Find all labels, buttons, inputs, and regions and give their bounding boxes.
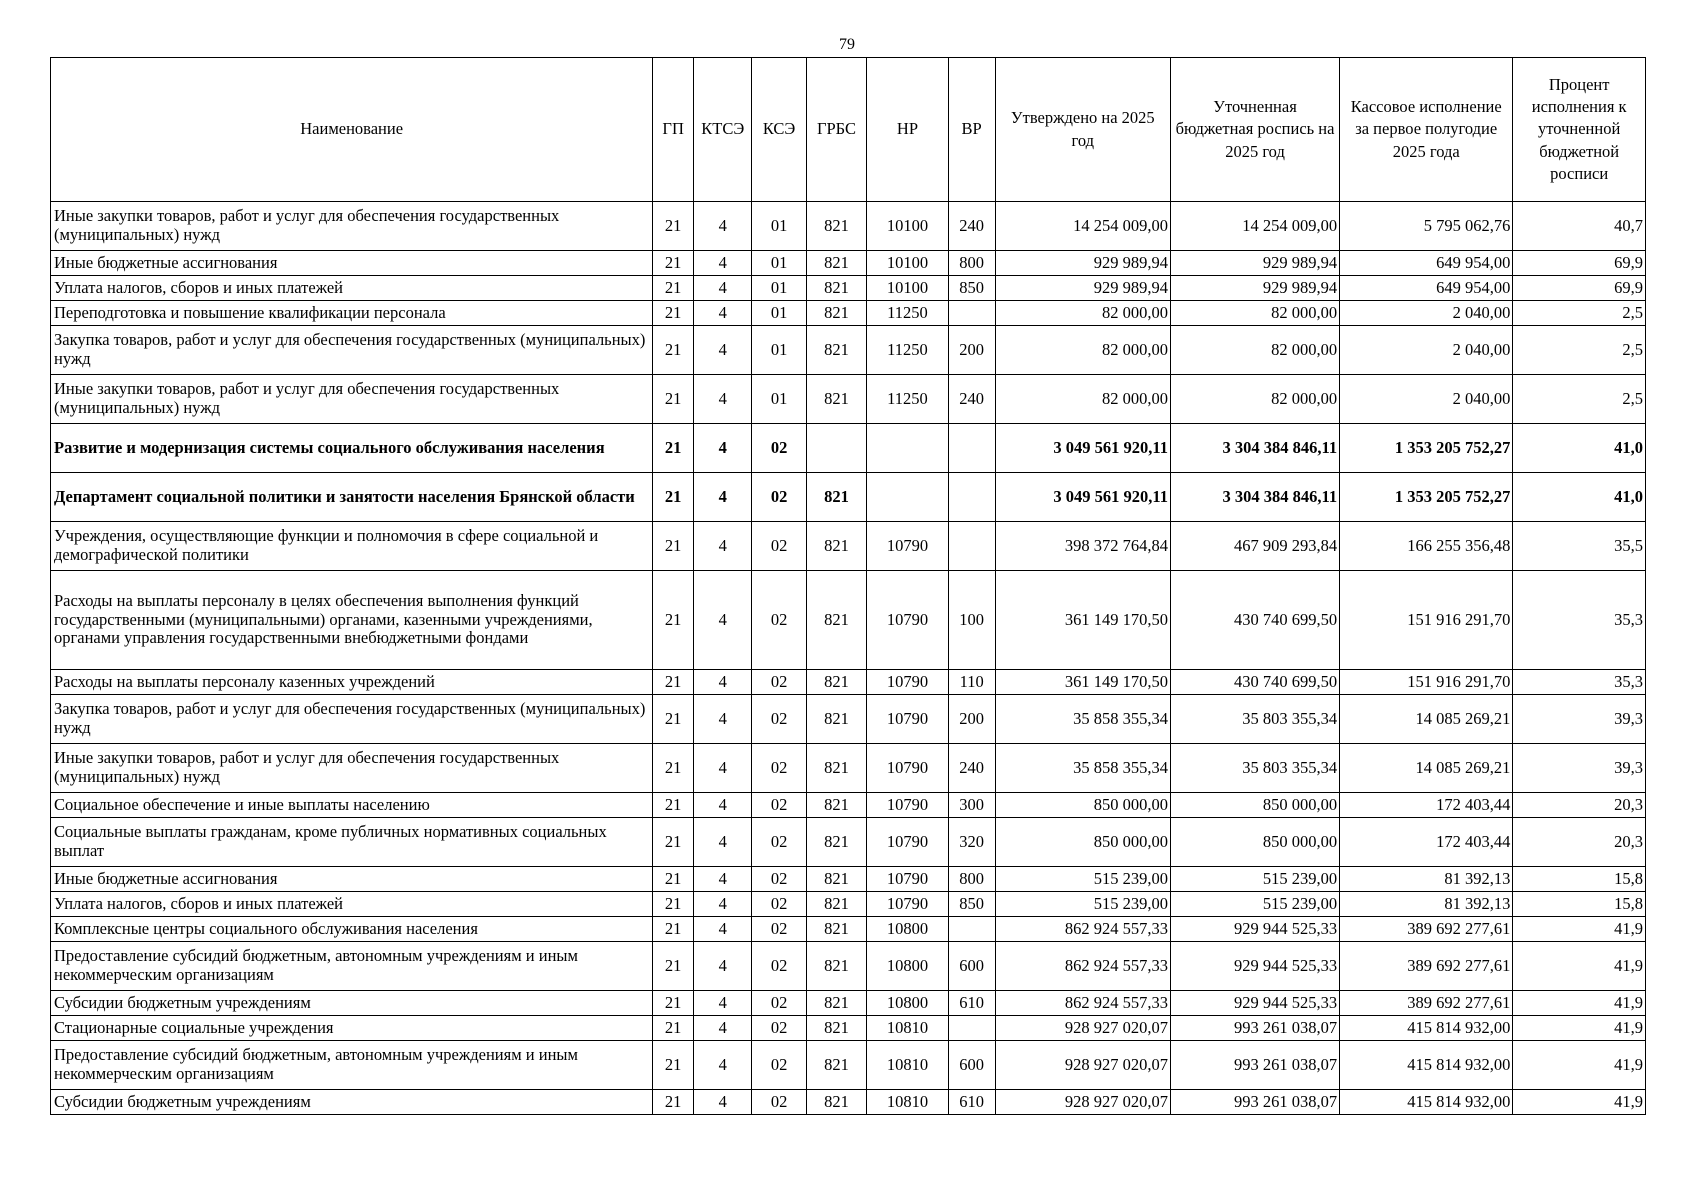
cell-ktse: 4	[694, 695, 752, 744]
cell-percent: 35,3	[1513, 571, 1646, 670]
cell-approved: 515 239,00	[995, 867, 1170, 892]
cell-refined: 82 000,00	[1170, 301, 1339, 326]
cell-ktse: 4	[694, 1090, 752, 1115]
cell-vr: 110	[948, 670, 995, 695]
cell-cash: 415 814 932,00	[1340, 1016, 1513, 1041]
cell-name: Уплата налогов, сборов и иных платежей	[51, 892, 653, 917]
cell-kse: 01	[752, 251, 806, 276]
cell-percent: 40,7	[1513, 202, 1646, 251]
cell-kse: 02	[752, 892, 806, 917]
cell-name: Социальные выплаты гражданам, кроме публичных нормативных социальных выплат	[51, 818, 653, 867]
cell-kse: 01	[752, 301, 806, 326]
cell-approved: 35 858 355,34	[995, 695, 1170, 744]
cell-percent: 41,0	[1513, 424, 1646, 473]
cell-name: Расходы на выплаты персоналу казенных учреждений	[51, 670, 653, 695]
cell-refined: 82 000,00	[1170, 326, 1339, 375]
cell-refined: 3 304 384 846,11	[1170, 424, 1339, 473]
cell-kse: 02	[752, 818, 806, 867]
cell-gp: 21	[653, 867, 694, 892]
cell-cash: 649 954,00	[1340, 276, 1513, 301]
cell-gp: 21	[653, 818, 694, 867]
cell-nr: 10800	[867, 991, 948, 1016]
cell-grbs: 821	[806, 670, 867, 695]
cell-vr: 200	[948, 695, 995, 744]
cell-kse: 01	[752, 326, 806, 375]
table-row	[51, 424, 1646, 473]
cell-nr: 10790	[867, 695, 948, 744]
cell-nr: 10100	[867, 276, 948, 301]
cell-percent: 39,3	[1513, 695, 1646, 744]
cell-vr: 100	[948, 571, 995, 670]
table-row	[51, 276, 1646, 301]
cell-ktse: 4	[694, 917, 752, 942]
cell-ktse: 4	[694, 424, 752, 473]
cell-name: Иные бюджетные ассигнования	[51, 251, 653, 276]
cell-ktse: 4	[694, 522, 752, 571]
cell-cash: 166 255 356,48	[1340, 522, 1513, 571]
cell-kse: 02	[752, 695, 806, 744]
cell-kse: 02	[752, 522, 806, 571]
cell-kse: 02	[752, 1090, 806, 1115]
cell-percent: 41,9	[1513, 1090, 1646, 1115]
cell-kse: 02	[752, 744, 806, 793]
cell-percent: 20,3	[1513, 793, 1646, 818]
cell-grbs: 821	[806, 301, 867, 326]
cell-nr: 11250	[867, 375, 948, 424]
table-row	[51, 670, 1646, 695]
cell-grbs: 821	[806, 326, 867, 375]
cell-name: Иные закупки товаров, работ и услуг для обеспечения государственных (муниципальных) нужд	[51, 744, 653, 793]
cell-refined: 35 803 355,34	[1170, 695, 1339, 744]
cell-percent: 15,8	[1513, 867, 1646, 892]
cell-percent: 35,3	[1513, 670, 1646, 695]
cell-name: Иные бюджетные ассигнования	[51, 867, 653, 892]
cell-gp: 21	[653, 917, 694, 942]
cell-kse: 02	[752, 917, 806, 942]
cell-nr: 11250	[867, 326, 948, 375]
table-row	[51, 1016, 1646, 1041]
cell-refined: 467 909 293,84	[1170, 522, 1339, 571]
cell-kse: 02	[752, 424, 806, 473]
cell-vr: 610	[948, 1090, 995, 1115]
cell-name: Департамент социальной политики и занятости населения Брянской области	[51, 473, 653, 522]
cell-ktse: 4	[694, 670, 752, 695]
cell-refined: 929 989,94	[1170, 251, 1339, 276]
cell-cash: 151 916 291,70	[1340, 670, 1513, 695]
cell-refined: 929 944 525,33	[1170, 917, 1339, 942]
header-refined: Уточненная бюджетная роспись на 2025 год	[1170, 58, 1339, 202]
cell-percent: 20,3	[1513, 818, 1646, 867]
cell-cash: 389 692 277,61	[1340, 991, 1513, 1016]
cell-cash: 2 040,00	[1340, 301, 1513, 326]
cell-approved: 398 372 764,84	[995, 522, 1170, 571]
header-name: Наименование	[51, 58, 653, 202]
header-nr: НР	[867, 58, 948, 202]
cell-cash: 2 040,00	[1340, 375, 1513, 424]
cell-cash: 1 353 205 752,27	[1340, 424, 1513, 473]
cell-refined: 430 740 699,50	[1170, 670, 1339, 695]
cell-kse: 02	[752, 670, 806, 695]
cell-ktse: 4	[694, 991, 752, 1016]
cell-vr: 600	[948, 1041, 995, 1090]
cell-nr: 10100	[867, 251, 948, 276]
cell-name: Стационарные социальные учреждения	[51, 1016, 653, 1041]
cell-kse: 02	[752, 942, 806, 991]
cell-approved: 3 049 561 920,11	[995, 473, 1170, 522]
cell-ktse: 4	[694, 202, 752, 251]
table-row	[51, 301, 1646, 326]
cell-vr: 800	[948, 251, 995, 276]
cell-refined: 14 254 009,00	[1170, 202, 1339, 251]
cell-nr	[867, 473, 948, 522]
cell-kse: 02	[752, 991, 806, 1016]
cell-percent: 69,9	[1513, 251, 1646, 276]
cell-refined: 850 000,00	[1170, 818, 1339, 867]
cell-gp: 21	[653, 202, 694, 251]
cell-vr: 600	[948, 942, 995, 991]
cell-refined: 3 304 384 846,11	[1170, 473, 1339, 522]
cell-gp: 21	[653, 1090, 694, 1115]
table-row	[51, 375, 1646, 424]
cell-nr: 10790	[867, 571, 948, 670]
cell-gp: 21	[653, 251, 694, 276]
cell-vr: 300	[948, 793, 995, 818]
cell-cash: 81 392,13	[1340, 892, 1513, 917]
table-row	[51, 1090, 1646, 1115]
cell-grbs: 821	[806, 892, 867, 917]
cell-vr: 240	[948, 375, 995, 424]
table-row	[51, 326, 1646, 375]
cell-name: Комплексные центры социального обслуживания населения	[51, 917, 653, 942]
cell-nr: 10810	[867, 1016, 948, 1041]
cell-cash: 172 403,44	[1340, 793, 1513, 818]
cell-percent: 69,9	[1513, 276, 1646, 301]
cell-nr: 10790	[867, 744, 948, 793]
cell-name: Развитие и модернизация системы социального обслуживания населения	[51, 424, 653, 473]
cell-gp: 21	[653, 942, 694, 991]
cell-grbs: 821	[806, 375, 867, 424]
cell-cash: 14 085 269,21	[1340, 695, 1513, 744]
cell-grbs: 821	[806, 867, 867, 892]
cell-refined: 993 261 038,07	[1170, 1016, 1339, 1041]
cell-gp: 21	[653, 695, 694, 744]
cell-name: Предоставление субсидий бюджетным, автономным учреждениям и иным некоммерческим организациям	[51, 942, 653, 991]
cell-refined: 929 944 525,33	[1170, 991, 1339, 1016]
cell-vr	[948, 522, 995, 571]
cell-gp: 21	[653, 424, 694, 473]
table-row	[51, 473, 1646, 522]
cell-ktse: 4	[694, 473, 752, 522]
cell-kse: 02	[752, 1016, 806, 1041]
cell-percent: 39,3	[1513, 744, 1646, 793]
cell-nr: 10790	[867, 670, 948, 695]
cell-ktse: 4	[694, 1041, 752, 1090]
cell-name: Закупка товаров, работ и услуг для обеспечения государственных (муниципальных) нужд	[51, 326, 653, 375]
cell-cash: 1 353 205 752,27	[1340, 473, 1513, 522]
cell-vr	[948, 424, 995, 473]
header-approved: Утверждено на 2025 год	[995, 58, 1170, 202]
cell-gp: 21	[653, 793, 694, 818]
cell-refined: 929 989,94	[1170, 276, 1339, 301]
cell-ktse: 4	[694, 1016, 752, 1041]
cell-vr	[948, 917, 995, 942]
cell-nr	[867, 424, 948, 473]
table-row	[51, 942, 1646, 991]
cell-nr: 10790	[867, 818, 948, 867]
cell-ktse: 4	[694, 301, 752, 326]
cell-grbs: 821	[806, 251, 867, 276]
cell-ktse: 4	[694, 326, 752, 375]
cell-name: Иные закупки товаров, работ и услуг для обеспечения государственных (муниципальных) нужд	[51, 202, 653, 251]
cell-ktse: 4	[694, 867, 752, 892]
cell-nr: 10790	[867, 867, 948, 892]
cell-grbs: 821	[806, 276, 867, 301]
cell-cash: 649 954,00	[1340, 251, 1513, 276]
cell-refined: 929 944 525,33	[1170, 942, 1339, 991]
cell-refined: 430 740 699,50	[1170, 571, 1339, 670]
cell-refined: 993 261 038,07	[1170, 1090, 1339, 1115]
table-header-row	[51, 58, 1646, 202]
header-percent: Процент исполнения к уточненной бюджетной росписи	[1513, 58, 1646, 202]
cell-cash: 151 916 291,70	[1340, 571, 1513, 670]
cell-percent: 35,5	[1513, 522, 1646, 571]
cell-cash: 389 692 277,61	[1340, 942, 1513, 991]
cell-percent: 2,5	[1513, 326, 1646, 375]
cell-refined: 993 261 038,07	[1170, 1041, 1339, 1090]
cell-percent: 41,0	[1513, 473, 1646, 522]
cell-gp: 21	[653, 991, 694, 1016]
table-row	[51, 818, 1646, 867]
cell-grbs: 821	[806, 571, 867, 670]
cell-grbs: 821	[806, 942, 867, 991]
cell-ktse: 4	[694, 571, 752, 670]
table-row	[51, 744, 1646, 793]
cell-nr: 11250	[867, 301, 948, 326]
cell-refined: 82 000,00	[1170, 375, 1339, 424]
cell-approved: 928 927 020,07	[995, 1041, 1170, 1090]
cell-vr: 240	[948, 744, 995, 793]
cell-kse: 02	[752, 867, 806, 892]
cell-approved: 929 989,94	[995, 276, 1170, 301]
cell-name: Предоставление субсидий бюджетным, автономным учреждениям и иным некоммерческим организациям	[51, 1041, 653, 1090]
cell-approved: 82 000,00	[995, 326, 1170, 375]
cell-grbs: 821	[806, 818, 867, 867]
cell-name: Социальное обеспечение и иные выплаты населению	[51, 793, 653, 818]
cell-kse: 02	[752, 1041, 806, 1090]
cell-percent: 2,5	[1513, 375, 1646, 424]
cell-gp: 21	[653, 1016, 694, 1041]
cell-vr: 320	[948, 818, 995, 867]
cell-refined: 850 000,00	[1170, 793, 1339, 818]
table-row	[51, 695, 1646, 744]
cell-approved: 14 254 009,00	[995, 202, 1170, 251]
cell-vr: 850	[948, 892, 995, 917]
cell-kse: 02	[752, 473, 806, 522]
cell-approved: 515 239,00	[995, 892, 1170, 917]
cell-kse: 01	[752, 375, 806, 424]
table-row	[51, 892, 1646, 917]
cell-gp: 21	[653, 326, 694, 375]
cell-approved: 82 000,00	[995, 375, 1170, 424]
cell-nr: 10100	[867, 202, 948, 251]
budget-table	[50, 57, 1646, 1115]
cell-kse: 02	[752, 571, 806, 670]
cell-cash: 389 692 277,61	[1340, 917, 1513, 942]
cell-grbs: 821	[806, 793, 867, 818]
cell-name: Уплата налогов, сборов и иных платежей	[51, 276, 653, 301]
cell-kse: 01	[752, 202, 806, 251]
cell-grbs: 821	[806, 1041, 867, 1090]
cell-grbs: 821	[806, 522, 867, 571]
cell-name: Учреждения, осуществляющие функции и полномочия в сфере социальной и демографической политики	[51, 522, 653, 571]
cell-grbs: 821	[806, 202, 867, 251]
cell-ktse: 4	[694, 942, 752, 991]
cell-ktse: 4	[694, 375, 752, 424]
cell-approved: 862 924 557,33	[995, 917, 1170, 942]
cell-ktse: 4	[694, 276, 752, 301]
table-row	[51, 522, 1646, 571]
cell-approved: 862 924 557,33	[995, 991, 1170, 1016]
cell-cash: 172 403,44	[1340, 818, 1513, 867]
cell-vr: 850	[948, 276, 995, 301]
cell-grbs: 821	[806, 1090, 867, 1115]
header-kse: КСЭ	[752, 58, 806, 202]
cell-approved: 929 989,94	[995, 251, 1170, 276]
cell-approved: 35 858 355,34	[995, 744, 1170, 793]
header-gp: ГП	[653, 58, 694, 202]
cell-approved: 928 927 020,07	[995, 1016, 1170, 1041]
cell-vr: 240	[948, 202, 995, 251]
cell-cash: 2 040,00	[1340, 326, 1513, 375]
cell-cash: 5 795 062,76	[1340, 202, 1513, 251]
cell-refined: 515 239,00	[1170, 867, 1339, 892]
cell-vr	[948, 301, 995, 326]
header-vr: ВР	[948, 58, 995, 202]
cell-gp: 21	[653, 276, 694, 301]
header-cash: Кассовое исполнение за первое полугодие 2025 года	[1340, 58, 1513, 202]
cell-gp: 21	[653, 522, 694, 571]
cell-approved: 361 149 170,50	[995, 571, 1170, 670]
cell-approved: 361 149 170,50	[995, 670, 1170, 695]
cell-grbs: 821	[806, 744, 867, 793]
cell-percent: 2,5	[1513, 301, 1646, 326]
table-row	[51, 571, 1646, 670]
cell-ktse: 4	[694, 892, 752, 917]
header-grbs: ГРБС	[806, 58, 867, 202]
cell-grbs: 821	[806, 473, 867, 522]
cell-approved: 850 000,00	[995, 793, 1170, 818]
cell-ktse: 4	[694, 251, 752, 276]
cell-nr: 10810	[867, 1041, 948, 1090]
cell-nr: 10790	[867, 522, 948, 571]
cell-kse: 01	[752, 276, 806, 301]
cell-ktse: 4	[694, 818, 752, 867]
cell-name: Субсидии бюджетным учреждениям	[51, 1090, 653, 1115]
cell-gp: 21	[653, 670, 694, 695]
cell-vr: 200	[948, 326, 995, 375]
cell-refined: 35 803 355,34	[1170, 744, 1339, 793]
cell-kse: 02	[752, 793, 806, 818]
cell-percent: 15,8	[1513, 892, 1646, 917]
cell-gp: 21	[653, 1041, 694, 1090]
cell-nr: 10810	[867, 1090, 948, 1115]
cell-name: Субсидии бюджетным учреждениям	[51, 991, 653, 1016]
cell-gp: 21	[653, 892, 694, 917]
cell-grbs	[806, 424, 867, 473]
cell-percent: 41,9	[1513, 991, 1646, 1016]
cell-gp: 21	[653, 571, 694, 670]
table-row	[51, 793, 1646, 818]
table-body	[51, 202, 1646, 1115]
cell-approved: 3 049 561 920,11	[995, 424, 1170, 473]
cell-nr: 10800	[867, 942, 948, 991]
cell-gp: 21	[653, 375, 694, 424]
table-row	[51, 251, 1646, 276]
cell-cash: 14 085 269,21	[1340, 744, 1513, 793]
cell-percent: 41,9	[1513, 1041, 1646, 1090]
page-number: 79	[839, 36, 855, 53]
table-row	[51, 1041, 1646, 1090]
cell-vr: 610	[948, 991, 995, 1016]
cell-approved: 928 927 020,07	[995, 1090, 1170, 1115]
cell-approved: 862 924 557,33	[995, 942, 1170, 991]
cell-grbs: 821	[806, 917, 867, 942]
cell-name: Переподготовка и повышение квалификации персонала	[51, 301, 653, 326]
cell-name: Расходы на выплаты персоналу в целях обеспечения выполнения функций государственными (муниципальными) органами, казенными учреждениями, органами управления государственными внебюджетными фондами	[51, 571, 653, 670]
cell-gp: 21	[653, 301, 694, 326]
cell-name: Иные закупки товаров, работ и услуг для обеспечения государственных (муниципальных) нужд	[51, 375, 653, 424]
cell-approved: 850 000,00	[995, 818, 1170, 867]
table-row	[51, 991, 1646, 1016]
cell-approved: 82 000,00	[995, 301, 1170, 326]
cell-percent: 41,9	[1513, 1016, 1646, 1041]
cell-cash: 415 814 932,00	[1340, 1041, 1513, 1090]
cell-percent: 41,9	[1513, 917, 1646, 942]
cell-nr: 10790	[867, 793, 948, 818]
cell-nr: 10790	[867, 892, 948, 917]
cell-cash: 415 814 932,00	[1340, 1090, 1513, 1115]
cell-grbs: 821	[806, 1016, 867, 1041]
cell-gp: 21	[653, 744, 694, 793]
header-ktse: КТСЭ	[694, 58, 752, 202]
cell-vr	[948, 1016, 995, 1041]
cell-cash: 81 392,13	[1340, 867, 1513, 892]
cell-percent: 41,9	[1513, 942, 1646, 991]
table-row	[51, 867, 1646, 892]
cell-nr: 10800	[867, 917, 948, 942]
cell-gp: 21	[653, 473, 694, 522]
cell-vr	[948, 473, 995, 522]
cell-ktse: 4	[694, 744, 752, 793]
cell-grbs: 821	[806, 695, 867, 744]
table-row	[51, 917, 1646, 942]
cell-vr: 800	[948, 867, 995, 892]
cell-refined: 515 239,00	[1170, 892, 1339, 917]
table-row	[51, 202, 1646, 251]
cell-grbs: 821	[806, 991, 867, 1016]
cell-ktse: 4	[694, 793, 752, 818]
cell-name: Закупка товаров, работ и услуг для обеспечения государственных (муниципальных) нужд	[51, 695, 653, 744]
